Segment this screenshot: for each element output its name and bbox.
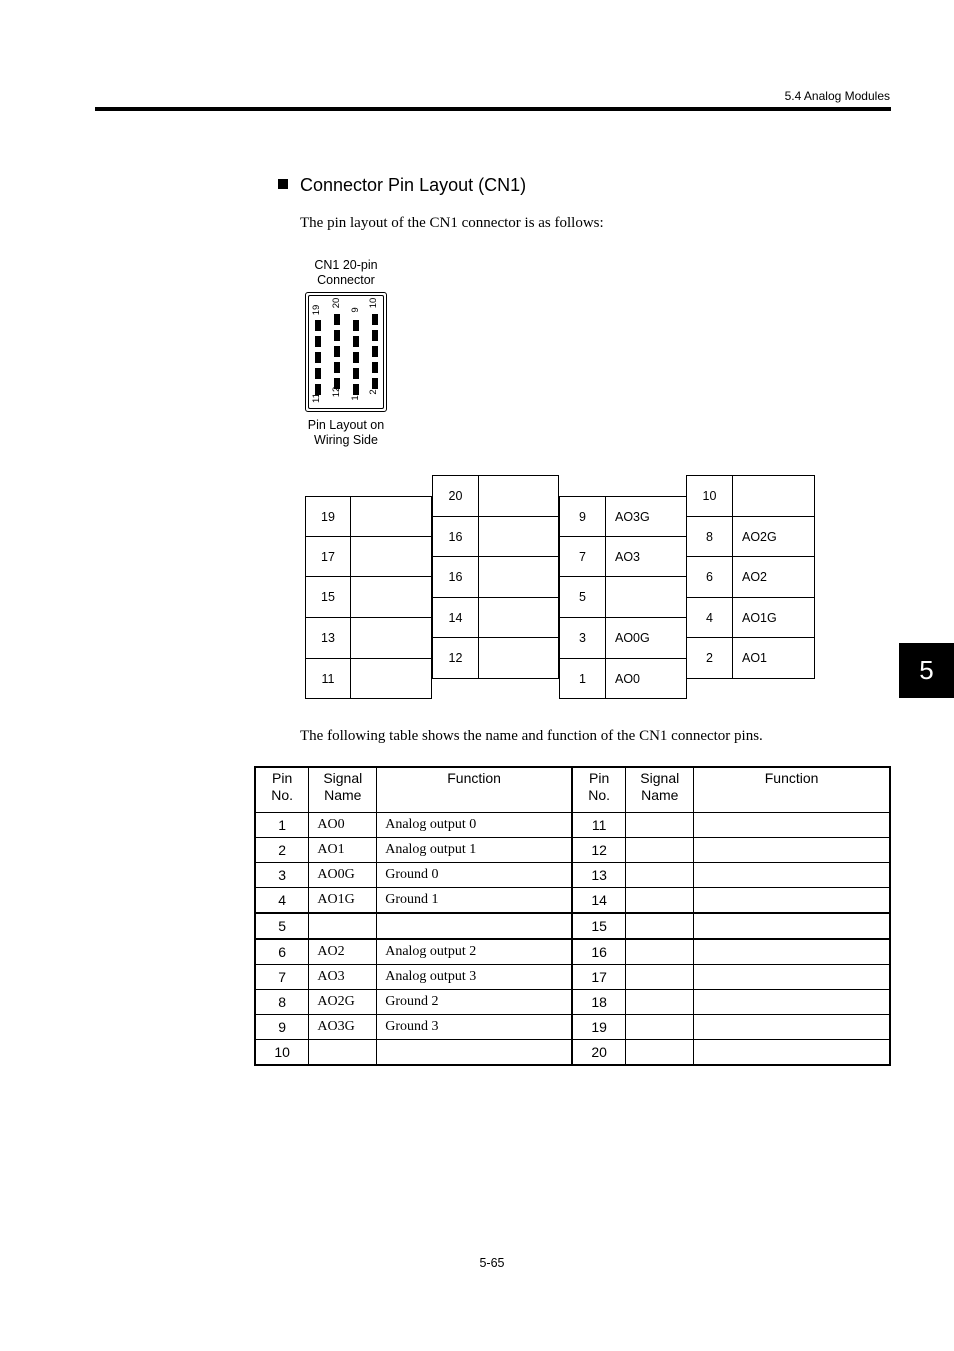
pin-signal: AO0G [605, 617, 687, 659]
table-row [255, 939, 890, 965]
table-row [255, 1040, 890, 1066]
pin-signal: AO1 [732, 637, 815, 679]
pin-signal [478, 597, 559, 638]
signal-cell: AO2 [309, 939, 377, 965]
header-text: Signal [323, 770, 363, 786]
connector-label: 10 [368, 297, 379, 309]
table-row [255, 838, 890, 863]
pin-icon [315, 352, 321, 363]
function-cell [694, 1040, 890, 1066]
signal-cell [309, 1040, 377, 1066]
header-text: Signal [640, 770, 680, 786]
table-row [255, 990, 890, 1015]
pin-number: 4 [686, 597, 733, 638]
pin-number: 20 [432, 475, 479, 517]
caption-line: Wiring Side [314, 433, 378, 447]
function-cell: Analog output 1 [377, 838, 572, 863]
connector-label: 20 [331, 297, 342, 309]
pin-number: 11 [305, 658, 351, 699]
header-function: Function [377, 767, 572, 813]
function-cell [694, 990, 890, 1015]
section-title-text: Connector Pin Layout (CN1) [300, 175, 527, 195]
function-cell: Ground 2 [377, 990, 572, 1015]
pin-cell: 20 [572, 1040, 626, 1066]
header-pin-no [255, 767, 309, 813]
pin-signal [350, 617, 432, 659]
connector-label: 9 [350, 307, 361, 313]
pin-signal: AO0 [605, 658, 687, 699]
pin-signal [478, 637, 559, 679]
connector-label: 1 [350, 395, 361, 401]
pin-signal [478, 475, 559, 517]
pin-signal [478, 556, 559, 598]
pin-function-table [254, 766, 891, 1066]
header-signal-name [309, 767, 377, 813]
signal-cell [626, 965, 694, 990]
pin-layout-intro: The pin layout of the CN1 connector is as follows: [300, 215, 604, 231]
signal-cell: AO3G [309, 1015, 377, 1040]
pin-cell: 10 [255, 1040, 309, 1066]
caption-line: Connector [317, 273, 375, 287]
caption-line: CN1 20-pin [314, 258, 378, 272]
pin-number: 5 [559, 576, 606, 618]
pin-signal [350, 576, 432, 618]
pin-number: 6 [686, 556, 733, 598]
function-cell: Analog output 0 [377, 813, 572, 838]
pin-number: 8 [686, 516, 733, 557]
signal-cell: AO3 [309, 965, 377, 990]
pin-cell: 9 [255, 1015, 309, 1040]
pin-number: 17 [305, 536, 351, 577]
function-cell [377, 1040, 572, 1066]
pin-signal [732, 475, 815, 517]
function-cell: Ground 0 [377, 863, 572, 888]
pin-signal [350, 658, 432, 699]
pin-signal: AO2 [732, 556, 815, 598]
pin-icon [372, 330, 378, 341]
pin-number: 15 [305, 576, 351, 618]
pin-cell: 19 [572, 1015, 626, 1040]
signal-cell: AO2G [309, 990, 377, 1015]
pin-icon [334, 362, 340, 373]
signal-cell: AO0 [309, 813, 377, 838]
pin-icon [372, 346, 378, 357]
signal-cell [626, 1040, 694, 1066]
pin-signal: AO2G [732, 516, 815, 557]
signal-cell [626, 838, 694, 863]
pin-signal: AO3 [605, 536, 687, 577]
connector-face [308, 295, 384, 409]
function-cell [694, 838, 890, 863]
pin-signal [605, 576, 687, 618]
signal-cell [626, 939, 694, 965]
connector-caption-bottom [296, 418, 396, 448]
page-number: 5-65 [479, 1256, 505, 1270]
pin-cell: 16 [572, 939, 626, 965]
pin-signal [478, 516, 559, 557]
section-title [278, 175, 526, 196]
header-function: Function [694, 767, 890, 813]
pin-cell: 13 [572, 863, 626, 888]
function-cell: Analog output 3 [377, 965, 572, 990]
table-header-row [255, 767, 890, 813]
pin-number: 1 [559, 658, 606, 699]
square-bullet-icon [278, 179, 288, 189]
header-text: Name [324, 787, 362, 803]
connector-label: 2 [368, 389, 379, 395]
function-cell [694, 939, 890, 965]
pin-number: 10 [686, 475, 733, 517]
table-row [255, 888, 890, 914]
header-text: Pin [589, 770, 610, 786]
header-text: No. [271, 787, 294, 803]
signal-cell [626, 990, 694, 1015]
pin-cell: 12 [572, 838, 626, 863]
pin-cell: 7 [255, 965, 309, 990]
table-row [255, 813, 890, 838]
pin-table-intro: The following table shows the name and function of the CN1 connector pins. [300, 728, 763, 744]
signal-cell [309, 913, 377, 939]
header-text: Pin [272, 770, 293, 786]
table-row [255, 913, 890, 939]
pin-icon [353, 320, 359, 331]
pin-cell: 3 [255, 863, 309, 888]
header-signal-name [626, 767, 694, 813]
pin-cell: 8 [255, 990, 309, 1015]
pin-signal [350, 536, 432, 577]
pin-icon [372, 362, 378, 373]
pin-icon [372, 314, 378, 325]
pin-icon [353, 336, 359, 347]
signal-cell: AO0G [309, 863, 377, 888]
header-pin-no [572, 767, 626, 813]
function-cell [694, 863, 890, 888]
pin-cell: 14 [572, 888, 626, 914]
pin-cell: 2 [255, 838, 309, 863]
pin-cell: 17 [572, 965, 626, 990]
pin-icon [315, 320, 321, 331]
pin-number: 13 [305, 617, 351, 659]
pin-icon [353, 368, 359, 379]
pin-number: 2 [686, 637, 733, 679]
signal-cell: AO1G [309, 888, 377, 914]
function-cell: Analog output 2 [377, 939, 572, 965]
table-row [255, 1015, 890, 1040]
signal-cell [626, 1015, 694, 1040]
header-text: Name [641, 787, 679, 803]
pin-number: 9 [559, 496, 606, 537]
pin-icon [334, 314, 340, 325]
running-head: 5.4 Analog Modules [784, 89, 890, 103]
header-text: No. [588, 787, 611, 803]
pin-signal: AO3G [605, 496, 687, 537]
signal-cell [626, 813, 694, 838]
pin-number: 7 [559, 536, 606, 577]
pin-cell: 1 [255, 813, 309, 838]
pin-icon [353, 352, 359, 363]
pin-cell: 15 [572, 913, 626, 939]
function-cell [694, 1015, 890, 1040]
pin-cell: 4 [255, 888, 309, 914]
connector-caption-top [296, 258, 396, 288]
pin-icon [334, 346, 340, 357]
function-cell [694, 888, 890, 914]
connector-label: 19 [311, 304, 322, 316]
signal-cell: AO1 [309, 838, 377, 863]
chapter-tab: 5 [899, 643, 954, 698]
function-cell [377, 913, 572, 939]
pin-number: 19 [305, 496, 351, 537]
pin-icon [315, 368, 321, 379]
pin-cell: 18 [572, 990, 626, 1015]
pin-number: 16 [432, 556, 479, 598]
pin-icon [315, 336, 321, 347]
pin-number: 12 [432, 637, 479, 679]
pin-icon [334, 330, 340, 341]
signal-cell [626, 913, 694, 939]
function-cell [694, 965, 890, 990]
caption-line: Pin Layout on [307, 418, 385, 432]
pin-signal [350, 496, 432, 537]
connector-label: 11 [311, 393, 322, 403]
pin-cell: 11 [572, 813, 626, 838]
connector-label: 12 [331, 386, 342, 398]
function-cell: Ground 1 [377, 888, 572, 914]
table-row [255, 965, 890, 990]
signal-cell [626, 888, 694, 914]
pin-cell: 5 [255, 913, 309, 939]
header-rule [95, 107, 891, 111]
pin-signal: AO1G [732, 597, 815, 638]
function-cell [694, 813, 890, 838]
function-cell [694, 913, 890, 939]
pin-number: 3 [559, 617, 606, 659]
function-cell: Ground 3 [377, 1015, 572, 1040]
pin-cell: 6 [255, 939, 309, 965]
table-row [255, 863, 890, 888]
pin-number: 16 [432, 516, 479, 557]
signal-cell [626, 863, 694, 888]
pin-number: 14 [432, 597, 479, 638]
